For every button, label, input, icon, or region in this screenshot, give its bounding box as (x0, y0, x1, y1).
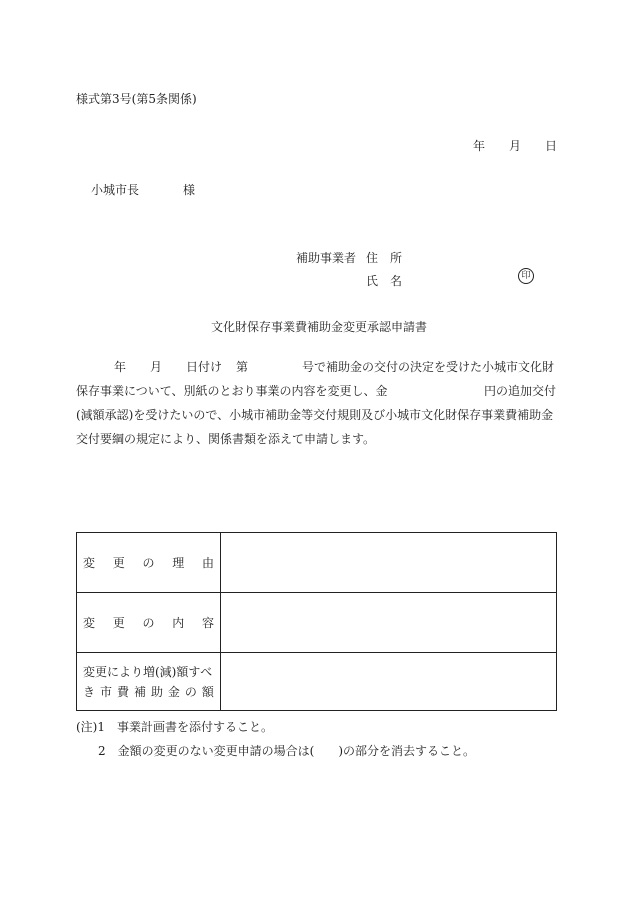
body-line-2-a: 保存事業について、別紙のとおり事業の内容を変更し、金 (76, 384, 388, 398)
amount-label-line-2: き 市 費 補 助 金 の 額 (83, 684, 214, 699)
body-line-1-rest: 号で補助金の交付の決定を受けた小城市文化財 (302, 360, 555, 374)
date-month-label: 月 (509, 139, 522, 153)
applicant-name-label: 氏 名 (366, 274, 403, 288)
body-number-prefix: 第 (236, 360, 249, 374)
table-row (77, 533, 557, 593)
content-label-cell (77, 593, 221, 653)
seal-mark: 印 (518, 268, 534, 284)
note-2: 2 金額の変更のない変更申請の場合は( )の部分を消去すること。 (98, 744, 476, 758)
reason-label-cell (77, 533, 221, 593)
body-year: 年 (114, 360, 127, 374)
amount-value-cell (221, 653, 557, 711)
body-month: 月 (150, 360, 163, 374)
addressee-honorific: 様 (183, 183, 196, 197)
reason-value-cell (221, 533, 557, 593)
note-1: (注)1 事業計画書を添付すること。 (76, 720, 273, 734)
body-line-4: 交付要綱の規定により、関係書類を添えて申請します。 (76, 432, 376, 446)
date-day-label: 日 (545, 139, 558, 153)
date-year-label: 年 (473, 139, 486, 153)
table-row (77, 593, 557, 653)
content-label: 変 更 の 内 容 (83, 616, 214, 630)
body-dated: 日付け (186, 360, 223, 374)
amount-label-cell (77, 653, 221, 711)
form-number: 様式第3号(第5条関係) (76, 92, 197, 106)
change-details-table (76, 532, 557, 711)
table-row (77, 653, 557, 711)
content-value-cell (221, 593, 557, 653)
document-title: 文化財保存事業費補助金変更承認申請書 (211, 320, 428, 334)
amount-label-line-1: 変更により増(減)額すべ (83, 664, 213, 679)
reason-label: 変 更 の 理 由 (83, 556, 214, 570)
body-line-2-b: 円の追加交付 (484, 384, 557, 398)
applicant-role: 補助事業者 (296, 251, 357, 265)
addressee-name: 小城市長 (91, 183, 140, 197)
applicant-address-label: 住 所 (366, 251, 403, 265)
body-line-3: (減額承認)を受けたいので、小城市補助金等交付規則及び小城市文化財保存事業費補助金 (76, 408, 554, 422)
